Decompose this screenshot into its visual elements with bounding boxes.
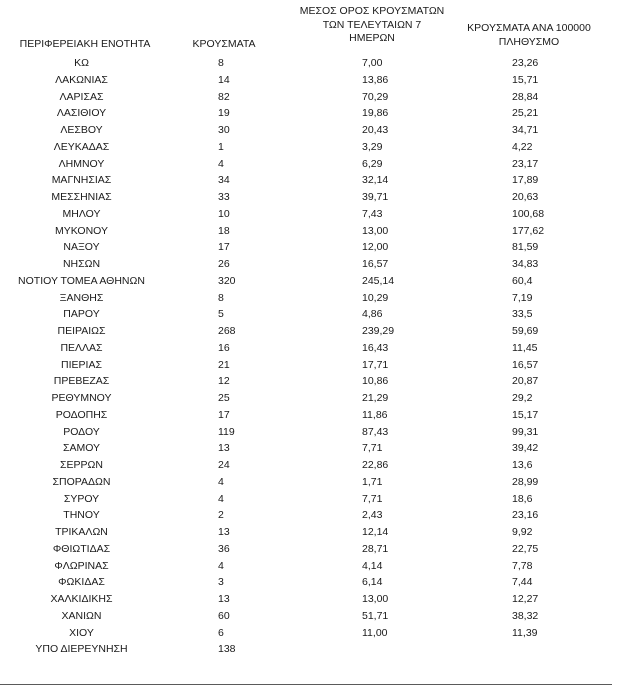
table-row — [0, 323, 622, 340]
cell-region: ΦΩΚΙΔΑΣ — [58, 576, 105, 589]
cell-cases: 12 — [218, 375, 230, 388]
cell-seven-day-average: 22,86 — [362, 459, 389, 471]
table-row — [0, 440, 622, 457]
cell-region: ΤΗΝΟΥ — [63, 509, 100, 522]
cell-cases-per-100k: 17,89 — [512, 174, 539, 187]
table-row — [0, 541, 622, 558]
cell-cases-per-100k: 29,2 — [512, 392, 533, 404]
cell-cases: 33 — [218, 191, 230, 203]
cell-cases: 8 — [218, 291, 224, 304]
table-row — [0, 156, 622, 173]
table-row — [0, 189, 622, 206]
table-row — [0, 340, 622, 357]
cell-region: ΡΟΔΟΥ — [63, 425, 100, 438]
cell-cases: 268 — [218, 325, 236, 337]
cell-cases-per-100k: 177,62 — [512, 224, 545, 237]
cell-cases: 119 — [218, 425, 235, 438]
cell-region: ΜΥΚΟΝΟΥ — [54, 224, 108, 237]
header-per-line-1: ΚΡΟΥΣΜΑΤΑ ΑΝΑ 100000 — [467, 22, 591, 34]
cell-region: ΠΕΙΡΑΙΩΣ — [57, 325, 106, 337]
cell-cases: 3 — [218, 576, 224, 589]
table-row — [0, 206, 622, 223]
cell-cases-per-100k: 11,45 — [512, 341, 538, 354]
cell-region: ΞΑΝΘΗΣ — [59, 291, 104, 304]
cell-cases: 2 — [218, 509, 224, 522]
cell-cases: 21 — [218, 358, 230, 371]
cell-cases: 17 — [218, 241, 230, 254]
cell-cases: 18 — [218, 224, 230, 237]
cell-cases: 5 — [218, 308, 224, 321]
cell-seven-day-average: 10,29 — [362, 291, 389, 304]
cell-region: ΛΗΜΝΟΥ — [58, 157, 105, 170]
table-row — [0, 591, 622, 608]
cell-region: ΜΕΣΣΗΝΙΑΣ — [51, 191, 112, 203]
cell-region: ΦΘΙΩΤΙΔΑΣ — [52, 542, 111, 555]
cell-region: ΣΕΡΡΩΝ — [60, 459, 103, 471]
cell-cases-per-100k: 23,16 — [512, 509, 539, 522]
cell-cases-per-100k: 20,63 — [512, 191, 539, 203]
table-row — [0, 524, 622, 541]
cell-cases-per-100k: 11,39 — [512, 626, 538, 639]
cell-cases: 1 — [218, 140, 224, 153]
cell-cases: 30 — [218, 124, 230, 136]
cell-seven-day-average: 13,00 — [362, 593, 389, 605]
cell-cases: 6 — [218, 626, 224, 639]
cell-seven-day-average: 16,43 — [362, 341, 389, 354]
table-header — [0, 0, 622, 54]
cell-cases-per-100k: 13,6 — [512, 459, 533, 471]
cell-seven-day-average: 2,43 — [362, 509, 383, 522]
cell-cases: 24 — [218, 459, 230, 471]
cell-cases-per-100k: 15,71 — [512, 73, 539, 86]
cell-cases-per-100k: 23,17 — [512, 157, 539, 170]
cell-cases: 320 — [218, 274, 236, 287]
cell-seven-day-average: 4,86 — [362, 308, 383, 321]
cell-region: ΠΙΕΡΙΑΣ — [61, 358, 102, 371]
cell-region: ΝΑΞΟΥ — [63, 241, 100, 254]
cell-region: ΧΙΟΥ — [69, 626, 94, 639]
cell-cases: 8 — [218, 57, 224, 69]
cell-seven-day-average: 19,86 — [362, 107, 389, 120]
header-avg-line-2: ΤΩΝ ΤΕΛΕΥΤΑΙΩΝ 7 — [322, 18, 422, 31]
cell-region: ΥΠΟ ΔΙΕΡΕΥΝΗΣΗ — [35, 643, 128, 656]
header-cases: ΚΡΟΥΣΜΑΤΑ — [192, 38, 256, 50]
cell-cases: 34 — [218, 174, 230, 187]
cell-cases: 4 — [218, 475, 224, 488]
cell-seven-day-average: 11,00 — [362, 626, 388, 639]
cell-cases-per-100k: 39,42 — [512, 442, 539, 455]
cell-seven-day-average: 3,29 — [362, 140, 383, 153]
cell-cases: 13 — [218, 593, 230, 605]
cell-cases-per-100k: 23,26 — [512, 57, 539, 69]
table-row — [0, 172, 622, 189]
cell-region: ΜΑΓΝΗΣΙΑΣ — [51, 174, 112, 187]
cell-seven-day-average: 1,71 — [362, 475, 383, 488]
cell-cases-per-100k: 100,68 — [512, 207, 545, 220]
cell-cases: 4 — [218, 559, 224, 572]
cell-cases: 138 — [218, 643, 236, 656]
cell-region: ΛΑΣΙΘΙΟΥ — [56, 107, 107, 120]
cell-cases: 13 — [218, 442, 230, 455]
table-row — [0, 507, 622, 524]
cell-cases-per-100k: 18,6 — [512, 492, 533, 505]
cell-cases-per-100k: 12,27 — [512, 593, 539, 605]
cell-cases: 26 — [218, 258, 230, 270]
cell-region: ΝΗΣΩΝ — [62, 258, 101, 270]
cell-region: ΦΛΩΡΙΝΑΣ — [54, 559, 109, 572]
cell-cases-per-100k: 99,31 — [512, 425, 539, 438]
cell-seven-day-average: 20,43 — [362, 124, 389, 136]
cell-seven-day-average: 11,86 — [362, 408, 388, 421]
table-row — [0, 105, 622, 122]
table-body — [0, 55, 622, 658]
table-row — [0, 306, 622, 323]
header-avg-line-1: ΜΕΣΟΣ ΟΡΟΣ ΚΡΟΥΣΜΑΤΩΝ — [299, 5, 445, 17]
cell-region: ΚΩ — [74, 57, 89, 69]
header-seven-day-average — [292, 5, 452, 46]
cell-seven-day-average: 245,14 — [362, 274, 395, 287]
cell-cases-per-100k: 4,22 — [512, 140, 533, 153]
cell-cases-per-100k: 59,69 — [512, 325, 539, 337]
cell-cases-per-100k: 38,32 — [512, 609, 539, 622]
cell-cases-per-100k: 7,19 — [512, 291, 533, 304]
table-row — [0, 122, 622, 139]
table-row — [0, 558, 622, 575]
table-row — [0, 608, 622, 625]
cell-cases: 60 — [218, 609, 230, 622]
cell-region: ΛΕΣΒΟΥ — [60, 124, 103, 136]
cell-region: ΜΗΛΟΥ — [62, 207, 101, 220]
cell-cases: 25 — [218, 392, 230, 404]
cell-seven-day-average: 6,14 — [362, 576, 383, 589]
cell-seven-day-average: 12,00 — [362, 241, 389, 254]
table-row — [0, 72, 622, 89]
cell-cases-per-100k: 22,75 — [512, 542, 539, 555]
cell-seven-day-average: 87,43 — [362, 425, 389, 438]
cell-region: ΣΑΜΟΥ — [62, 442, 101, 455]
cell-seven-day-average: 70,29 — [362, 90, 389, 103]
cell-seven-day-average: 12,14 — [362, 526, 389, 538]
cell-seven-day-average: 7,00 — [362, 57, 383, 69]
cell-seven-day-average: 32,14 — [362, 174, 389, 187]
cell-seven-day-average: 21,29 — [362, 392, 389, 404]
cell-cases-per-100k: 20,87 — [512, 375, 539, 388]
cell-seven-day-average: 7,71 — [362, 442, 383, 455]
cell-seven-day-average: 10,86 — [362, 375, 389, 388]
cell-cases-per-100k: 81,59 — [512, 241, 539, 254]
cell-cases-per-100k: 34,83 — [512, 258, 539, 270]
table-row — [0, 491, 622, 508]
cell-cases-per-100k: 28,84 — [512, 90, 539, 103]
table-row — [0, 223, 622, 240]
cell-region: ΡΕΘΥΜΝΟΥ — [51, 392, 112, 404]
header-avg-line-3: ΗΜΕΡΩΝ — [349, 32, 395, 44]
cell-region: ΛΑΚΩΝΙΑΣ — [55, 73, 108, 86]
cell-cases: 17 — [218, 408, 230, 421]
cell-region: ΠΕΛΛΑΣ — [60, 341, 103, 354]
table-row — [0, 55, 622, 72]
cell-cases: 16 — [218, 341, 230, 354]
cell-region: ΛΑΡΙΣΑΣ — [59, 90, 104, 103]
cell-cases-per-100k: 25,21 — [512, 107, 539, 120]
cell-seven-day-average: 17,71 — [362, 358, 389, 371]
header-cases-per-100k — [448, 22, 610, 49]
cell-region: ΠΡΕΒΕΖΑΣ — [53, 375, 110, 388]
bottom-divider — [0, 684, 612, 685]
cell-cases: 13 — [218, 526, 230, 538]
table-row — [0, 457, 622, 474]
cell-cases-per-100k: 15,17 — [512, 408, 539, 421]
table-row — [0, 256, 622, 273]
table-row — [0, 139, 622, 156]
cell-seven-day-average: 7,71 — [362, 492, 383, 505]
cell-cases-per-100k: 16,57 — [512, 358, 539, 371]
table-row — [0, 239, 622, 256]
table-row — [0, 390, 622, 407]
cell-cases-per-100k: 9,92 — [512, 526, 533, 538]
cell-seven-day-average: 16,57 — [362, 258, 389, 270]
cell-cases: 14 — [218, 73, 230, 86]
cell-seven-day-average: 7,43 — [362, 207, 383, 220]
header-region: ΠΕΡΙΦΕΡΕΙΑΚΗ ΕΝΟΤΗΤΑ — [19, 38, 151, 50]
cell-region: ΣΠΟΡΑΔΩΝ — [52, 475, 111, 488]
cell-cases-per-100k: 7,78 — [512, 559, 533, 572]
cell-cases: 10 — [218, 207, 230, 220]
cell-cases-per-100k: 7,44 — [512, 576, 533, 589]
cell-seven-day-average: 13,86 — [362, 73, 389, 86]
cell-region: ΣΥΡΟΥ — [63, 492, 100, 505]
cell-cases: 19 — [218, 107, 230, 120]
cell-region: ΧΑΛΚΙΔΙΚΗΣ — [50, 593, 113, 605]
cell-cases: 4 — [218, 492, 224, 505]
cell-region: ΤΡΙΚΑΛΩΝ — [55, 526, 108, 538]
cell-cases: 36 — [218, 542, 230, 555]
cell-seven-day-average: 6,29 — [362, 157, 383, 170]
cell-region: ΡΟΔΟΠΗΣ — [55, 408, 108, 421]
cell-seven-day-average: 4,14 — [362, 559, 383, 572]
table-row — [0, 424, 622, 441]
table-row — [0, 574, 622, 591]
cell-region: ΧΑΝΙΩΝ — [61, 609, 102, 622]
table-row — [0, 407, 622, 424]
cell-cases: 4 — [218, 157, 224, 170]
table-row — [0, 273, 622, 290]
cell-region: ΝΟΤΙΟΥ ΤΟΜΕΑ ΑΘΗΝΩΝ — [18, 274, 145, 287]
table-row — [0, 474, 622, 491]
table-row — [0, 89, 622, 106]
cell-seven-day-average: 39,71 — [362, 191, 389, 203]
cell-region: ΛΕΥΚΑΔΑΣ — [53, 140, 110, 153]
table-row — [0, 373, 622, 390]
cell-cases-per-100k: 28,99 — [512, 475, 539, 488]
table-row — [0, 641, 622, 658]
cell-seven-day-average: 51,71 — [362, 609, 389, 622]
cell-cases-per-100k: 60,4 — [512, 274, 533, 287]
cell-seven-day-average: 28,71 — [362, 542, 389, 555]
cell-seven-day-average: 239,29 — [362, 325, 395, 337]
table-row — [0, 357, 622, 374]
cell-region: ΠΑΡΟΥ — [63, 308, 100, 321]
cell-seven-day-average: 13,00 — [362, 224, 389, 237]
table-row — [0, 625, 622, 642]
cell-cases-per-100k: 33,5 — [512, 308, 533, 321]
table-row — [0, 290, 622, 307]
header-per-line-2: ΠΛΗΘΥΣΜΟ — [498, 35, 560, 48]
cell-cases: 82 — [218, 90, 230, 103]
cell-cases-per-100k: 34,71 — [512, 124, 539, 136]
